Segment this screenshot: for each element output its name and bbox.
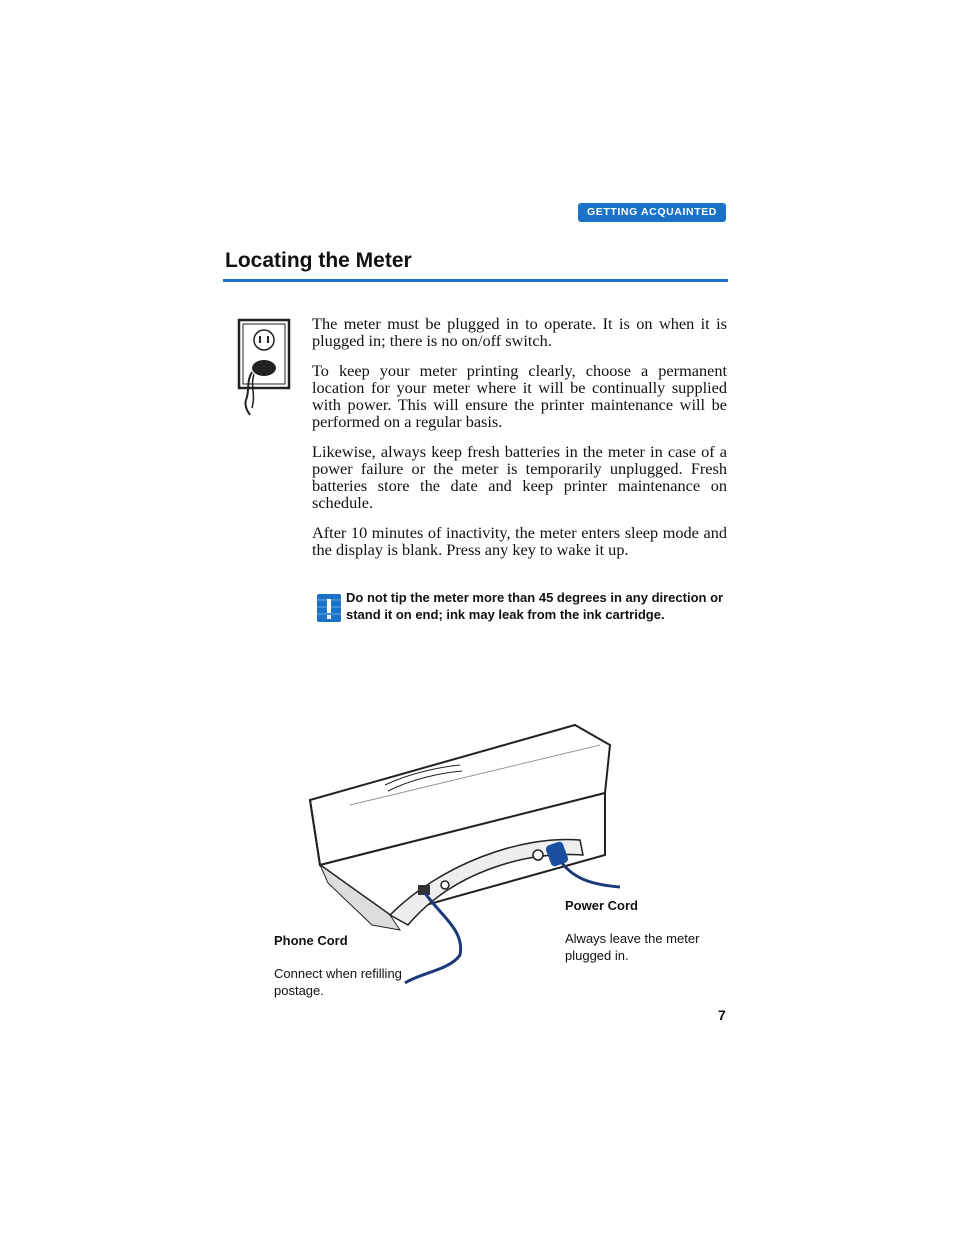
caution-text: Do not tip the meter more than 45 degrees in any direction or stand it on end; ink may leak from the ink cartridge. [346,590,724,622]
power-cord-callout [565,897,715,964]
phone-cord-callout [274,932,424,999]
section-tag: GETTING ACQUAINTED [578,203,726,222]
caution-icon [316,593,342,623]
page-number: 7 [718,1007,726,1023]
title-rule [223,279,728,282]
paragraph: To keep your meter printing clearly, choose a permanent location for your meter where it will be continually supplied with power. This will ensure the printer maintenance will be performed on a regular basis. [312,361,727,431]
paragraph: After 10 minutes of inactivity, the meter enters sleep mode and the display is blank. Press any key to wake it up. [312,523,727,559]
phone-cord-label: Phone Cord [274,933,348,948]
paragraph: Likewise, always keep fresh batteries in the meter in case of a power failure or the meter is temporarily unplugged. Fresh batteries store the date and keep printer maintenance on schedule. [312,442,727,512]
body-text [312,315,727,571]
page-title: Locating the Meter [225,249,412,272]
phone-cord-description: Connect when refilling postage. [274,966,402,998]
power-cord-description: Always leave the meter plugged in. [565,931,700,963]
paragraph: The meter must be plugged in to operate. It is on when it is plugged in; there is no on/off switch. [312,314,727,350]
power-outlet-illustration [236,316,294,416]
power-cord-label: Power Cord [565,898,638,913]
